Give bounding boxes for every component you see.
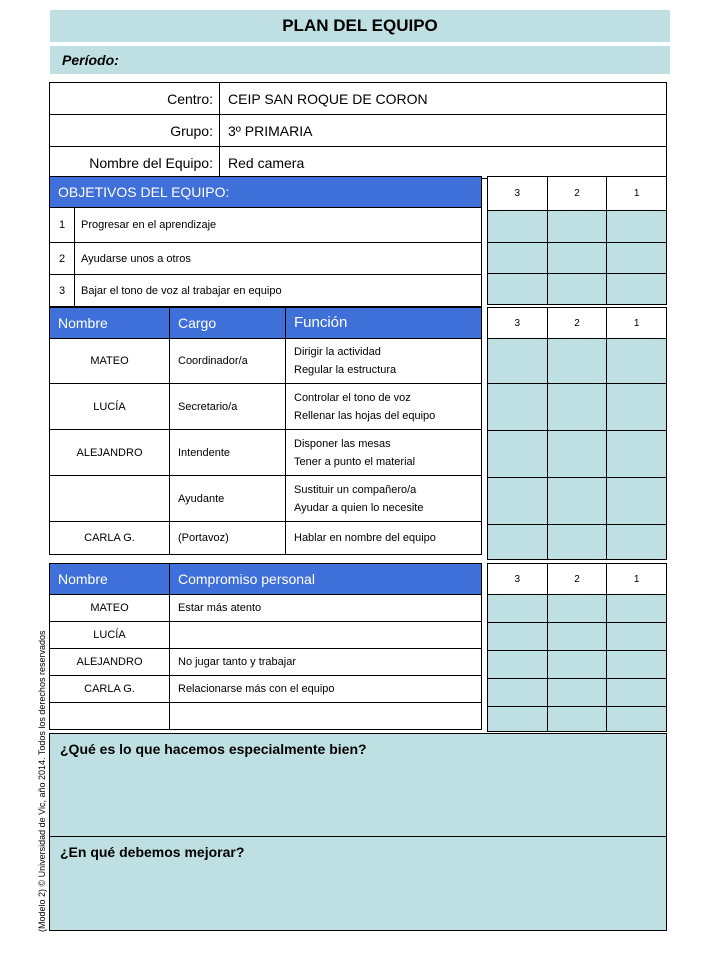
score-cell[interactable] — [607, 384, 667, 431]
member-function — [286, 384, 482, 430]
objectives-table — [49, 176, 482, 307]
score-cell[interactable] — [488, 707, 548, 732]
info-row-center — [50, 83, 667, 115]
score-cell[interactable] — [607, 525, 667, 560]
score-cell[interactable] — [547, 525, 607, 560]
score-header: 2 — [547, 177, 607, 211]
commitment-text: Estar más atento — [170, 595, 482, 622]
center-label: Centro: — [50, 83, 220, 115]
score-cell[interactable] — [547, 211, 607, 243]
commitment-row — [50, 703, 482, 730]
score-cell[interactable] — [488, 525, 548, 560]
question-strengths[interactable] — [50, 734, 666, 837]
score-cell[interactable] — [488, 623, 548, 651]
group-value: 3º PRIMARIA — [220, 115, 667, 147]
commitment-row — [50, 595, 482, 622]
member-name — [50, 703, 170, 730]
score-cell[interactable] — [607, 707, 667, 732]
objective-row — [50, 208, 482, 243]
member-function — [286, 476, 482, 522]
score-cell[interactable] — [547, 595, 607, 623]
roles-table — [49, 307, 482, 555]
roles-header-role: Cargo — [170, 308, 286, 339]
commitments-table — [49, 563, 482, 730]
member-function — [286, 339, 482, 384]
roles-score-grid — [487, 307, 667, 560]
member-role: Ayudante — [170, 476, 286, 522]
score-cell[interactable] — [607, 431, 667, 478]
score-cell[interactable] — [547, 431, 607, 478]
score-cell[interactable] — [488, 339, 548, 384]
objective-row — [50, 243, 482, 275]
objective-text: Ayudarse unos a otros — [75, 243, 482, 275]
function-line: Tener a punto el material — [294, 455, 416, 468]
function-line: Controlar el tono de voz — [294, 391, 411, 404]
score-cell[interactable] — [488, 431, 548, 478]
question-improvements-text: ¿En qué debemos mejorar? — [60, 844, 245, 860]
score-cell[interactable] — [607, 679, 667, 707]
score-cell[interactable] — [547, 478, 607, 525]
score-cell[interactable] — [488, 478, 548, 525]
period-label: Período: — [50, 46, 670, 74]
question-improvements[interactable] — [50, 837, 666, 867]
score-cell[interactable] — [607, 651, 667, 679]
copyright-note: (Modelo 2) © Universidad de Vic, año 2014. Todos los derechos reservados — [37, 630, 47, 932]
commitment-row — [50, 676, 482, 703]
score-cell[interactable] — [607, 211, 667, 243]
member-name: CARLA G. — [50, 676, 170, 703]
team-name-label: Nombre del Equipo: — [50, 147, 220, 179]
page-title: PLAN DEL EQUIPO — [50, 10, 670, 42]
score-cell[interactable] — [607, 623, 667, 651]
member-name: MATEO — [50, 595, 170, 622]
group-label: Grupo: — [50, 115, 220, 147]
member-name: LUCÍA — [50, 384, 170, 430]
score-cell[interactable] — [547, 651, 607, 679]
score-cell[interactable] — [547, 707, 607, 732]
score-cell[interactable] — [488, 651, 548, 679]
score-cell[interactable] — [607, 595, 667, 623]
score-cell[interactable] — [547, 623, 607, 651]
score-cell[interactable] — [488, 243, 548, 274]
objective-number: 2 — [50, 243, 75, 275]
member-name: ALEJANDRO — [50, 430, 170, 476]
question-strengths-text: ¿Qué es lo que hacemos especialmente bien? — [60, 741, 367, 757]
score-header: 3 — [488, 564, 548, 595]
center-value: CEIP SAN ROQUE DE CORON — [220, 83, 667, 115]
score-header: 2 — [547, 308, 607, 339]
score-header: 1 — [607, 177, 667, 211]
commitment-text: Relacionarse más con el equipo — [170, 676, 482, 703]
score-cell[interactable] — [547, 679, 607, 707]
commitment-text — [170, 703, 482, 730]
member-name: LUCÍA — [50, 622, 170, 649]
objective-text: Bajar el tono de voz al trabajar en equipo — [75, 275, 482, 307]
role-row — [50, 384, 482, 430]
role-row — [50, 339, 482, 384]
member-role: Secretario/a — [170, 384, 286, 430]
function-line: Dirigir la actividad — [294, 346, 381, 358]
role-row — [50, 476, 482, 522]
objectives-score-grid — [487, 176, 667, 305]
team-info-table — [49, 82, 667, 179]
commitment-text: No jugar tanto y trabajar — [170, 649, 482, 676]
member-name: MATEO — [50, 339, 170, 384]
score-cell[interactable] — [488, 384, 548, 431]
role-row — [50, 522, 482, 555]
member-name: CARLA G. — [50, 522, 170, 555]
role-row — [50, 430, 482, 476]
function-line: Regular la estructura — [294, 364, 397, 376]
objective-text: Progresar en el aprendizaje — [75, 208, 482, 243]
team-name-value: Red camera — [220, 147, 667, 179]
objective-row — [50, 275, 482, 307]
score-header: 2 — [547, 564, 607, 595]
objective-number: 3 — [50, 275, 75, 307]
score-header: 3 — [488, 308, 548, 339]
member-role: (Portavoz) — [170, 522, 286, 555]
score-header: 3 — [488, 177, 548, 211]
score-cell[interactable] — [488, 679, 548, 707]
score-cell[interactable] — [547, 384, 607, 431]
member-function — [286, 430, 482, 476]
score-cell[interactable] — [607, 274, 667, 305]
score-cell[interactable] — [488, 211, 548, 243]
function-line: Sustituir un compañero/a — [294, 483, 417, 496]
commitment-row — [50, 649, 482, 676]
score-cell[interactable] — [547, 243, 607, 274]
member-role: Intendente — [170, 430, 286, 476]
roles-header-function: Función — [286, 308, 482, 339]
score-cell[interactable] — [488, 274, 548, 305]
info-row-team — [50, 147, 667, 179]
function-line: Rellenar las hojas del equipo — [294, 409, 436, 422]
score-header: 1 — [607, 308, 667, 339]
function-line: Hablar en nombre del equipo — [294, 532, 436, 544]
score-header: 1 — [607, 564, 667, 595]
info-row-group — [50, 115, 667, 147]
commit-header-name: Nombre — [50, 564, 170, 595]
member-role: Coordinador/a — [170, 339, 286, 384]
member-function — [286, 522, 482, 555]
objective-number: 1 — [50, 208, 75, 243]
score-cell[interactable] — [547, 274, 607, 305]
commit-header-commitment: Compromiso personal — [170, 564, 482, 595]
reflection-box — [49, 733, 667, 931]
roles-header-name: Nombre — [50, 308, 170, 339]
score-cell[interactable] — [607, 478, 667, 525]
commitment-row — [50, 622, 482, 649]
commitments-score-grid — [487, 563, 667, 732]
score-cell[interactable] — [607, 243, 667, 274]
score-cell[interactable] — [607, 339, 667, 384]
score-cell[interactable] — [488, 595, 548, 623]
member-name — [50, 476, 170, 522]
function-line: Disponer las mesas — [294, 437, 391, 450]
commitment-text — [170, 622, 482, 649]
score-cell[interactable] — [547, 339, 607, 384]
objectives-header: OBJETIVOS DEL EQUIPO: — [50, 177, 482, 208]
function-line: Ayudar a quien lo necesite — [294, 501, 424, 514]
member-name: ALEJANDRO — [50, 649, 170, 676]
